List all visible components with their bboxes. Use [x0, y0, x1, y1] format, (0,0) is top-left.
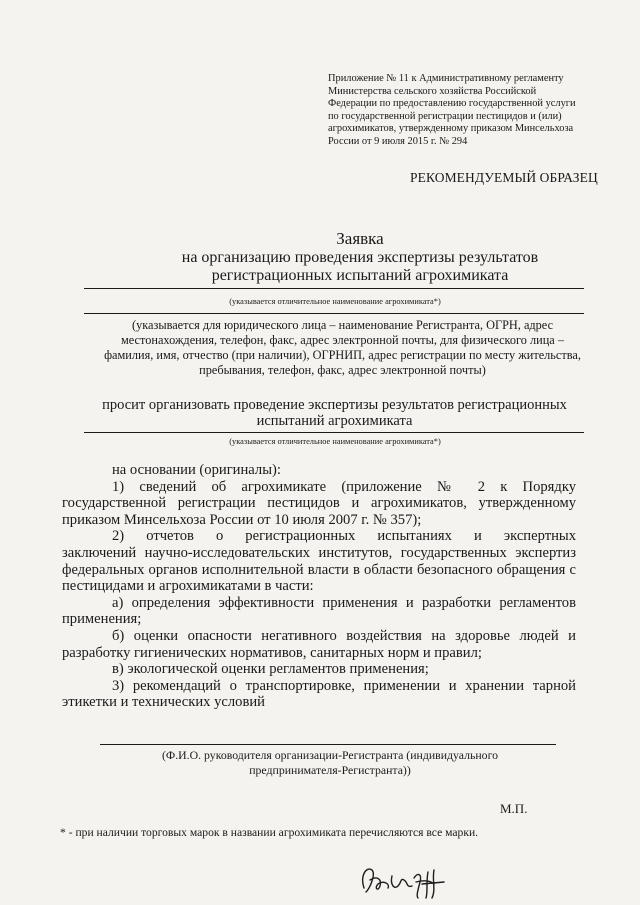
item-3: 3) рекомендаций о транспортировке, применении и хранении тарной этикетки и технических условий	[62, 677, 576, 711]
request-line: просит организовать проведение экспертизы результатов регистрационных	[102, 397, 567, 413]
recommended-sample-label: РЕКОМЕНДУЕМЫЙ ОБРАЗЕЦ	[410, 170, 598, 185]
appendix-line: России от 9 июля 2015 г. № 294	[328, 135, 468, 147]
document-title	[130, 230, 590, 285]
appendix-line: Приложение № 11 к Административному регламенту	[328, 73, 564, 84]
sub-item-v: в) экологической оценки регламентов применения;	[112, 661, 429, 678]
basis-line: на основании (оригиналы):	[112, 462, 281, 478]
agrochemical-name-caption-2: (указывается отличительное наименование агрохимиката*)	[229, 437, 441, 446]
agrochemical-name-caption-1: (указывается отличительное наименование агрохимиката*)	[229, 297, 441, 306]
item-2-first: 2) отчетов о регистрационных испытаниях и экспертных	[112, 528, 576, 545]
sub-item-a: а) определения эффективности применения и разработки регламентов применения;	[62, 594, 576, 628]
signature-caption-line: (Ф.И.О. руководителя организации-Регистранта (индивидуального	[161, 748, 499, 762]
applicant-note-line: фамилия, имя, отчество (при наличии), ОГРНИП, адрес регистрации по месту жительства,	[104, 348, 581, 362]
applicant-note-line: пребывания, телефон, факс, адрес электронной почты)	[199, 363, 486, 377]
applicant-note-line: (указывается для юридического лица – наименование Регистранта, ОГРН, адрес	[131, 318, 554, 332]
handwritten-signature	[356, 858, 456, 900]
request-statement	[82, 397, 587, 429]
agrochemical-name-line-1	[84, 288, 584, 289]
item-1-first: 1) сведений об агрохимикате (приложение № 2 к Порядку	[112, 478, 576, 495]
signature-caption-line: предпринимателя-Регистранта))	[249, 763, 411, 777]
item-1-rest: государственной регистрации пестицидов и агрохимикатов, утвержденному приказом Минсельхоза России от 10 июля 2007 г. № 357);	[62, 495, 576, 528]
appendix-line: Министерства сельского хозяйства Российской	[328, 85, 537, 97]
appendix-line: по государственной регистрации пестицидов и (или)	[328, 110, 562, 122]
appendix-line: Федерации по предоставлению государственной услуги	[328, 98, 576, 110]
sub-item-b: б) оценки опасности негативного воздействия на здоровье людей и разработку гигиенических нормативов, санитарных норм и правил;	[62, 627, 576, 661]
signature-line	[100, 744, 556, 745]
title-line: на организацию проведения экспертизы результатов	[181, 249, 539, 266]
appendix-line: агрохимикатов, утвержденному приказом Минсельхоза	[328, 123, 574, 135]
request-line: испытаний агрохимиката	[256, 413, 413, 429]
agrochemical-name-line-2	[84, 432, 584, 433]
title-line: регистрационных испытаний агрохимиката	[211, 267, 509, 284]
title-line: Заявка	[336, 229, 384, 248]
applicant-note-line: местонахождения, телефон, факс, адрес электронной почты, для физического лица –	[121, 333, 564, 347]
applicant-details-line	[84, 313, 584, 314]
appendix-reference	[328, 73, 590, 149]
stamp-place-label: М.П.	[500, 801, 528, 816]
signature-caption	[130, 748, 530, 778]
item-2-rest: заключений научно-исследовательских институтов, государственных экспертиз федеральных органов исполнительной власти в области безопасного обращения с пестицидами и агрохимикатами в части:	[62, 544, 576, 595]
footnote: * - при наличии торговых марок в названии агрохимиката перечисляются все марки.	[60, 826, 479, 839]
applicant-details-note	[100, 318, 585, 378]
document-body	[62, 462, 576, 711]
